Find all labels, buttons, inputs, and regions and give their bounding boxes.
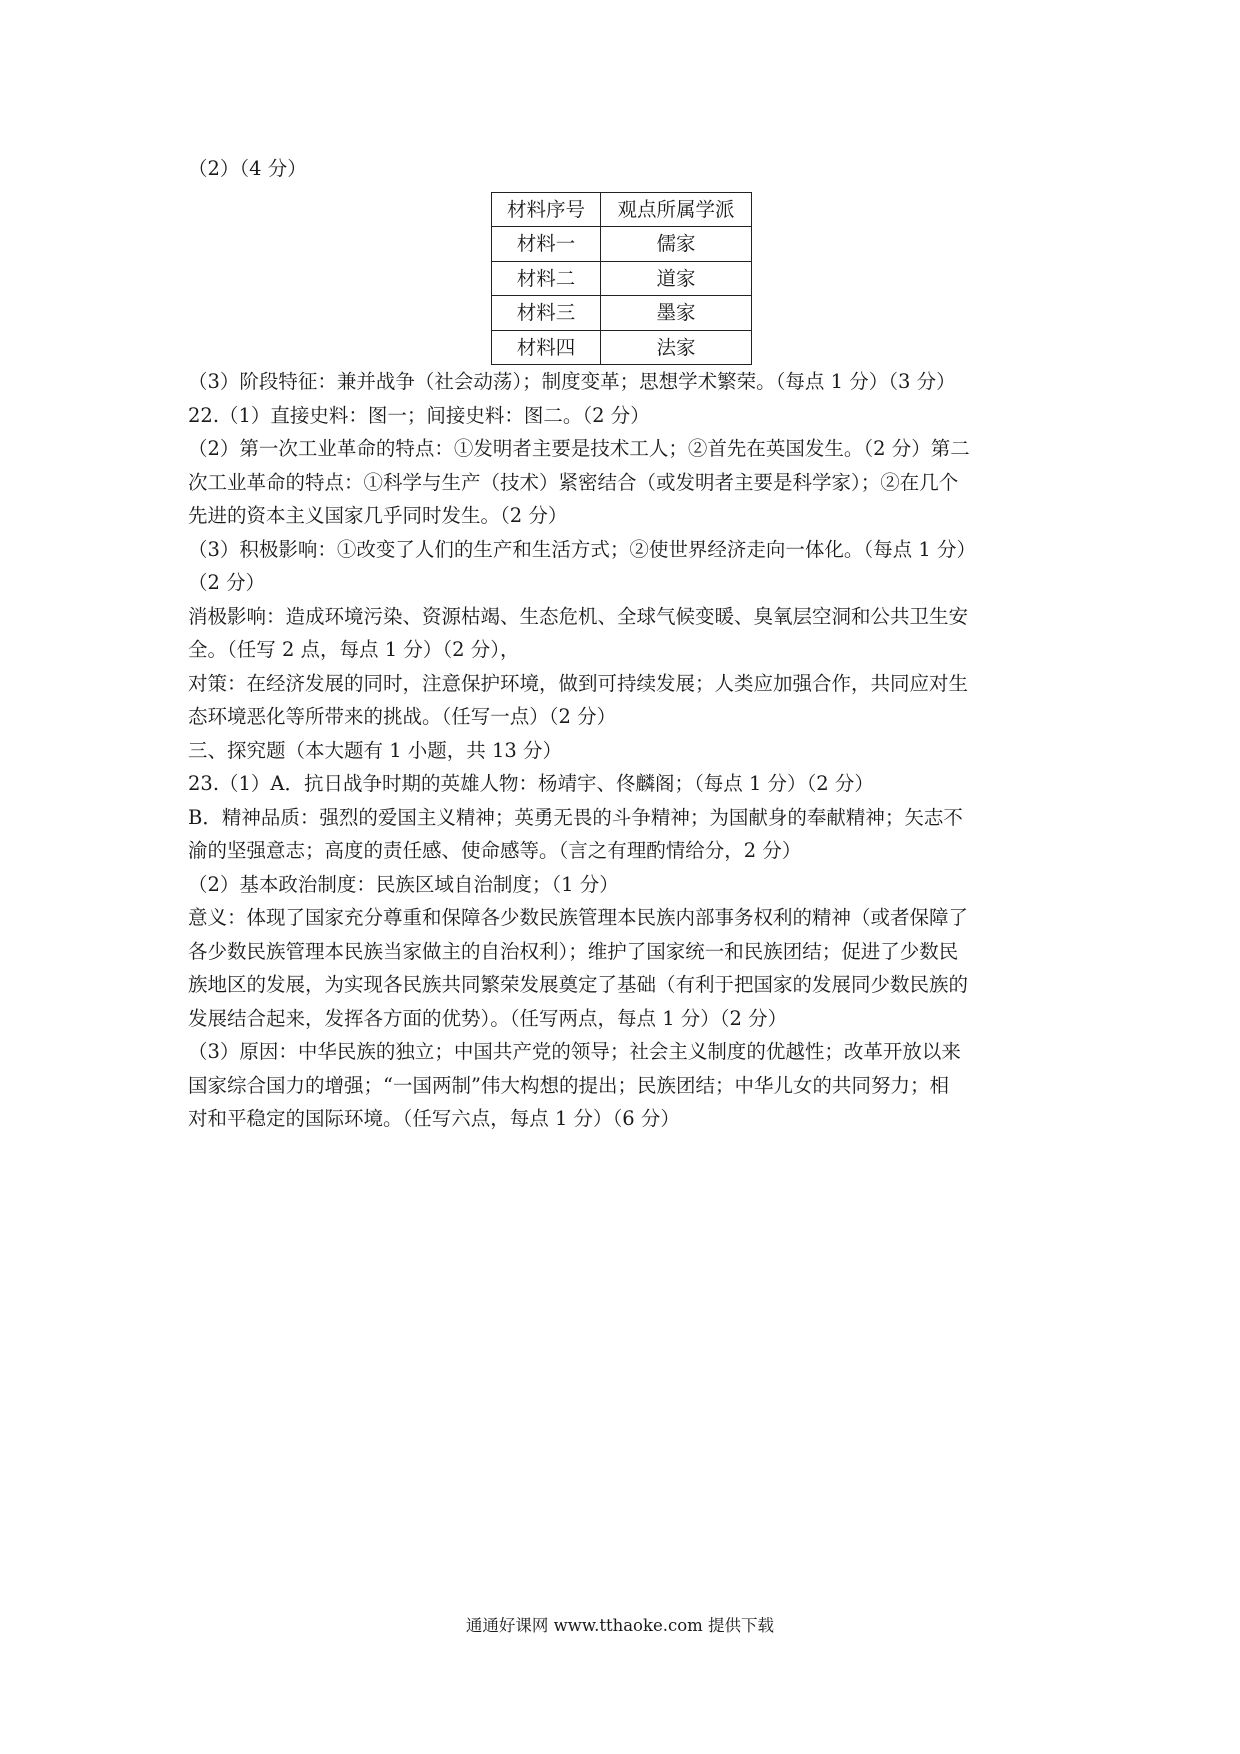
table-cell-material: 材料一	[492, 227, 601, 262]
q22-2-line: 先进的资本主义国家几乎同时发生。（2 分）	[188, 504, 568, 527]
table-cell-school: 儒家	[601, 227, 752, 262]
section-three-heading: 三、探究题（本大题有 1 小题，共 13 分）	[188, 738, 563, 762]
q23-3-line: 对和平稳定的国际环境。（任写六点，每点 1 分）（6 分）	[188, 1107, 680, 1130]
schools-table	[491, 192, 752, 366]
q3-answer: （3）阶段特征：兼并战争（社会动荡）；制度变革；思想学术繁荣。（每点 1 分）（3 分）	[188, 370, 956, 393]
negative-impact-line: 消极影响：造成环境污染、资源枯竭、生态危机、全球气候变暖、臭氧层空洞和公共卫生安	[188, 604, 969, 628]
table-row	[492, 296, 752, 331]
q23-3-line: （3）原因：中华民族的独立；中国共产党的领导；社会主义制度的优越性；改革开放以来	[188, 1040, 961, 1063]
table-cell-material: 材料三	[492, 296, 601, 331]
page-footer: 通通好课网 www.tthaoke.com 提供下载	[465, 1616, 775, 1635]
table-cell-school: 道家	[601, 261, 752, 296]
table-row	[492, 261, 752, 296]
negative-impact-line: 全。（任写 2 点，每点 1 分）（2 分），	[188, 638, 520, 661]
table-row	[492, 330, 752, 365]
table-header-row	[492, 192, 752, 227]
q23-b-line: 渝的坚强意志；高度的责任感、使命感等。（言之有理酌情给分，2 分）	[188, 839, 802, 862]
countermeasure-line: 态环境恶化等所带来的挑战。（任写一点）（2 分）	[188, 705, 617, 728]
significance-line: 各少数民族管理本民族当家做主的自治权利）；维护了国家统一和民族团结；促进了少数民	[188, 939, 959, 963]
q23-2-answer: （2）基本政治制度：民族区域自治制度；（1 分）	[188, 872, 619, 896]
q22-3-line: （3）积极影响：①改变了人们的生产和生活方式；②使世界经济走向一体化。（每点 1 分）	[188, 537, 976, 561]
table-cell-school: 墨家	[601, 296, 752, 331]
q22-3-line: （2 分）	[188, 571, 266, 594]
table-cell-material: 材料二	[492, 261, 601, 296]
significance-line: 族地区的发展，为实现各民族共同繁荣发展奠定了基础（有利于把国家的发展同少数民族的	[188, 973, 969, 996]
table-header-material: 材料序号	[492, 192, 601, 227]
q23-1-answer: 23.（1）A．抗日战争时期的英雄人物：杨靖宇、佟麟阁；（每点 1 分）（2 分）	[188, 772, 874, 795]
q23-3-line: 国家综合国力的增强；“一国两制”伟大构想的提出；民族团结；中华儿女的共同努力；相	[188, 1073, 949, 1097]
table-row	[492, 227, 752, 262]
significance-line: 意义：体现了国家充分尊重和保障各少数民族管理本民族内部事务权利的精神（或者保障了	[188, 906, 969, 929]
q23-b-line: B．精神品质：强烈的爱国主义精神；英勇无畏的斗争精神；为国献身的奉献精神；矢志不	[188, 805, 963, 829]
countermeasure-line: 对策：在经济发展的同时，注意保护环境，做到可持续发展；人类应加强合作，共同应对生	[188, 671, 969, 695]
q22-2-line: 次工业革命的特点：①科学与生产（技术）紧密结合（或发明者主要是科学家）；②在几个	[188, 470, 959, 494]
q22-2-line: （2）第一次工业革命的特点：①发明者主要是技术工人；②首先在英国发生。（2 分）第二	[188, 437, 970, 460]
answer-key-body	[188, 152, 1058, 1136]
table-cell-material: 材料四	[492, 330, 601, 365]
q2-header: （2）（4 分）	[188, 157, 307, 180]
q22-1-answer: 22.（1）直接史料：图一；间接史料：图二。（2 分）	[188, 403, 650, 427]
table-cell-school: 法家	[601, 330, 752, 365]
table-header-school: 观点所属学派	[601, 192, 752, 227]
significance-line: 发展结合起来，发挥各方面的优势）。（任写两点，每点 1 分）（2 分）	[188, 1006, 788, 1030]
